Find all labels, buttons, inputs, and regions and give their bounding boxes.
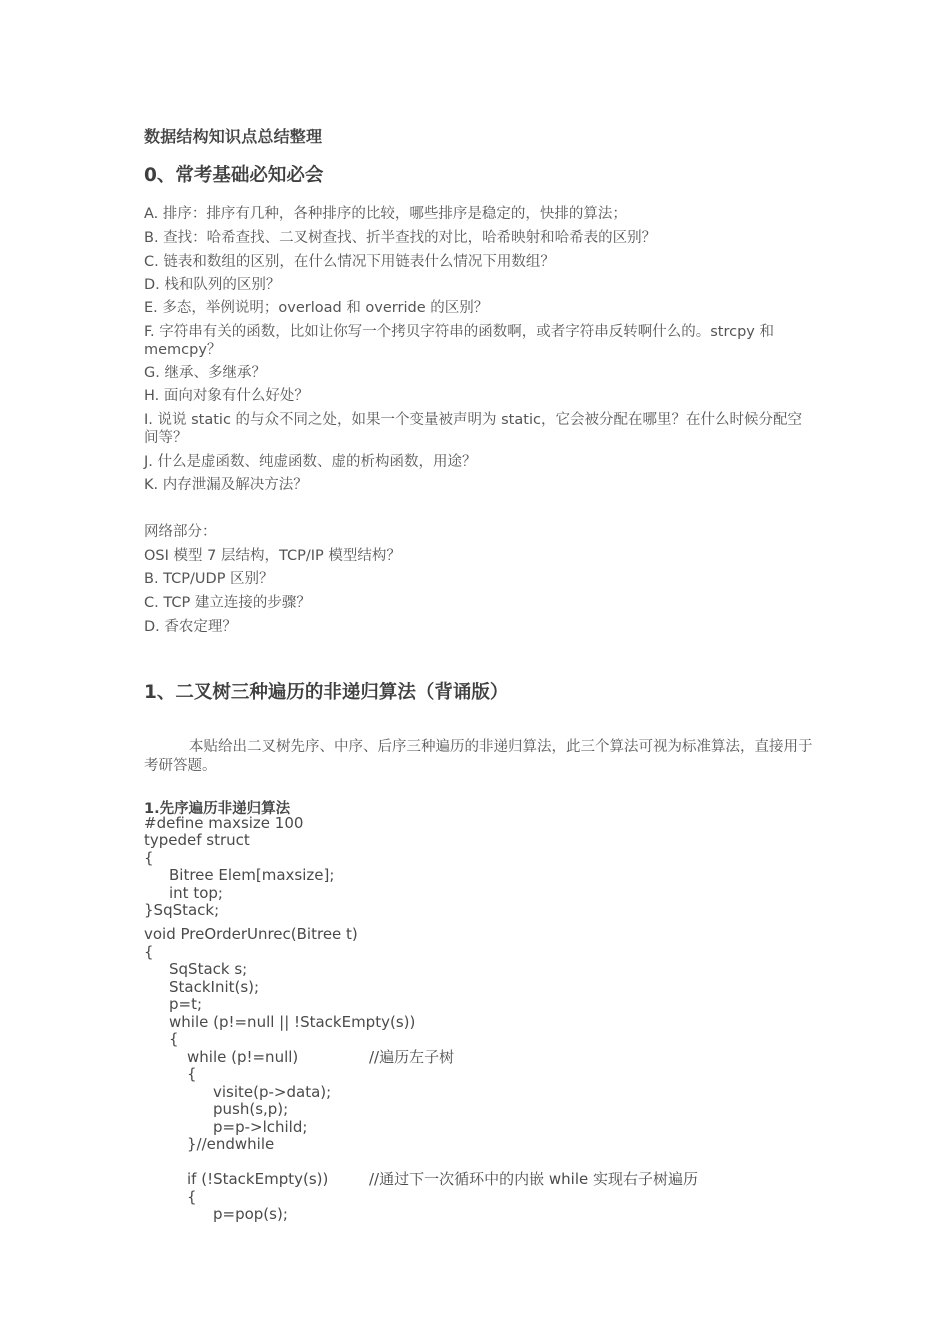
code-line: Bitree Elem[maxsize];: [169, 866, 335, 884]
code-line: SqStack s;: [169, 960, 248, 978]
network-item-b: B. TCP/UDP 区别？: [144, 571, 274, 587]
section-1-heading: 1、二叉树三种遍历的非递归算法（背诵版）: [144, 682, 509, 703]
list-item-h: H. 面向对象有什么好处？: [144, 388, 309, 404]
code-line: StackInit(s);: [169, 978, 260, 996]
code-line: visite(p->data);: [213, 1083, 332, 1101]
code-line: #define maxsize 100: [144, 814, 304, 832]
section-1-intro: 本贴给出二叉树先序、中序、后序三种遍历的非递归算法，此三个算法可视为标准算法，直接用于考研答题。: [144, 739, 813, 774]
code-line: push(s,p);: [213, 1100, 289, 1118]
code-line: while (p!=null): [187, 1048, 299, 1066]
code-line: p=pop(s);: [213, 1205, 288, 1223]
network-label: 网络部分：: [144, 524, 217, 540]
list-item-i: I. 说说 static 的与众不同之处，如果一个变量被声明为 static，它会被分配在哪里？在什么时候分配空间等？: [144, 412, 802, 446]
list-item-d: D. 栈和队列的区别？: [144, 277, 281, 293]
code-comment: //遍历左子树: [369, 1048, 455, 1066]
code-line: typedef struct: [144, 831, 250, 849]
list-item-c: C. 链表和数组的区别，在什么情况下用链表什么情况下用数组？: [144, 254, 555, 270]
list-item-f: F. 字符串有关的函数，比如让你写一个拷贝字符串的函数啊，或者字符串反转啊什么的。strcpy 和 memcpy？: [144, 324, 774, 358]
list-item-k: K. 内存泄漏及解决方法？: [144, 477, 308, 493]
list-item-j: J. 什么是虚函数、纯虚函数、虚的析构函数，用途？: [144, 454, 477, 470]
section-0-heading: 0、常考基础必知必会: [144, 165, 324, 186]
code-line: while (p!=null || !StackEmpty(s)): [169, 1013, 416, 1031]
code-line: if (!StackEmpty(s)): [187, 1170, 329, 1188]
code-line: {: [187, 1065, 197, 1083]
code-line: p=t;: [169, 995, 203, 1013]
network-item-d: D. 香农定理？: [144, 619, 237, 635]
network-item-c: C. TCP 建立连接的步骤？: [144, 595, 311, 611]
code-line: void PreOrderUnrec(Bitree t): [144, 925, 358, 943]
network-item-osi: OSI 模型 7 层结构，TCP/IP 模型结构？: [144, 548, 401, 564]
list-item-e: E. 多态，举例说明；overload 和 override 的区别？: [144, 300, 489, 316]
code-line: {: [144, 849, 154, 867]
list-item-a: A. 排序：排序有几种，各种排序的比较，哪些排序是稳定的，快排的算法；: [144, 206, 627, 222]
code-comment: //通过下一次循环中的内嵌 while 实现右子树遍历: [369, 1170, 698, 1188]
code-line: {: [187, 1188, 197, 1206]
preorder-subheading: 1.先序遍历非递归算法: [144, 801, 291, 817]
document-title: 数据结构知识点总结整理: [144, 127, 323, 146]
code-line: {: [144, 943, 154, 961]
list-item-b: B. 查找：哈希查找、二叉树查找、折半查找的对比，哈希映射和哈希表的区别？: [144, 230, 657, 246]
code-line: }//endwhile: [187, 1135, 275, 1153]
code-line: {: [169, 1030, 179, 1048]
code-line: int top;: [169, 884, 223, 902]
code-line: p=p->lchild;: [213, 1118, 308, 1136]
list-item-g: G. 继承、多继承？: [144, 365, 266, 381]
code-line: }SqStack;: [144, 901, 220, 919]
